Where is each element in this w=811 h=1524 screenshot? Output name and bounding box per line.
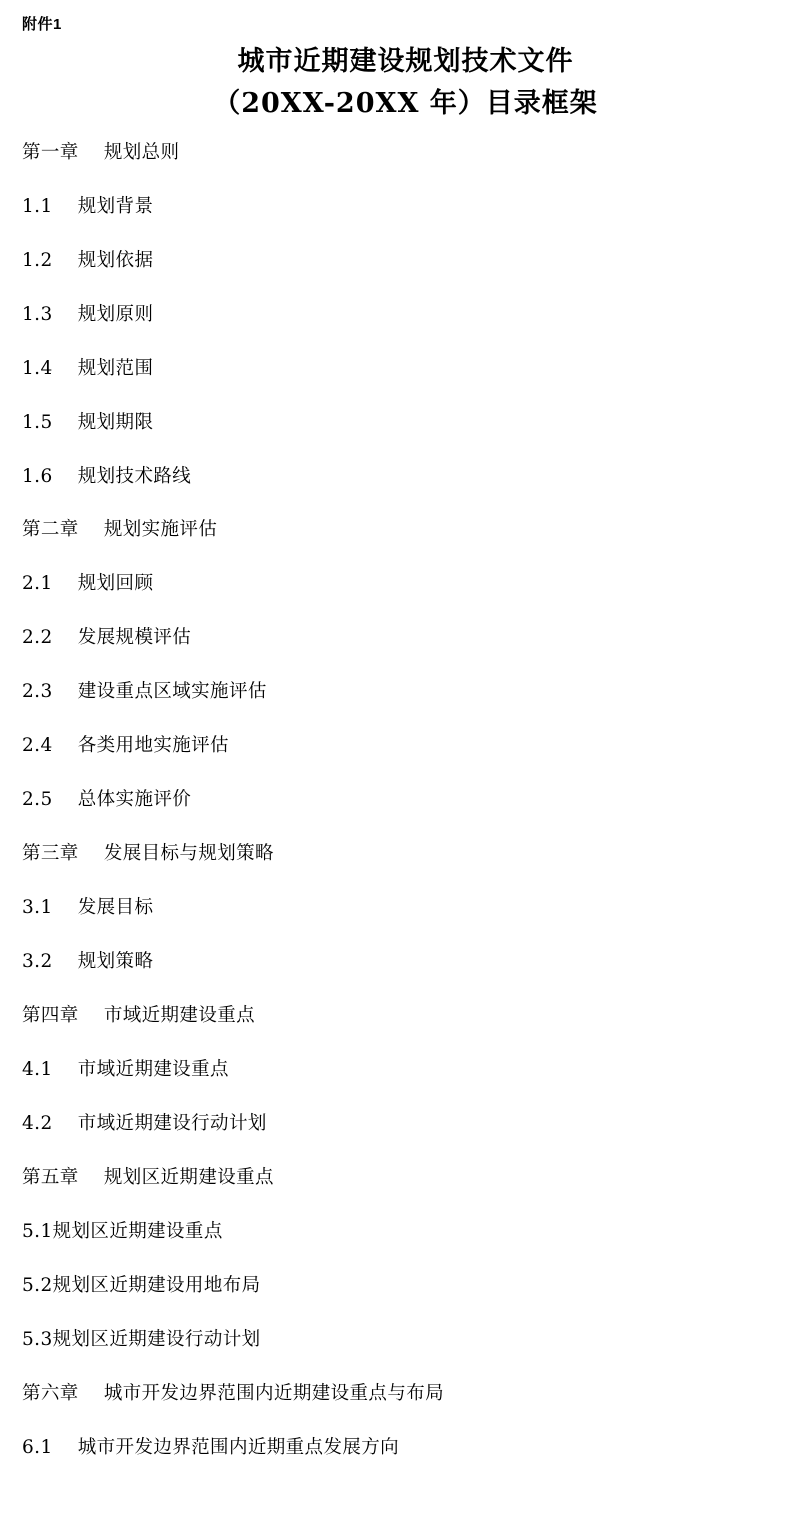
toc-entry: 1.5 规划期限 xyxy=(22,411,154,433)
toc-entry: 1.3 规划原则 xyxy=(22,303,154,325)
toc-entry: 2.4 各类用地实施评估 xyxy=(22,735,229,757)
toc-entry: 1.4 规划范围 xyxy=(22,357,154,379)
toc-entry: 3.2 规划策略 xyxy=(22,951,154,973)
page-title xyxy=(22,41,789,125)
title-line-1: 城市近期建设规划技术文件 xyxy=(237,46,574,77)
toc-entry: 第六章 城市开发边界范围内近期建设重点与布局 xyxy=(22,1382,445,1404)
toc-entry: 第二章 规划实施评估 xyxy=(22,519,218,541)
attachment-label: 附件1 xyxy=(22,16,62,33)
toc-entry: 5.3规划区近期建设行动计划 xyxy=(22,1329,261,1350)
table-of-contents xyxy=(22,141,789,1461)
toc-entry: 1.1 规划背景 xyxy=(22,195,154,217)
toc-entry: 1.2 规划依据 xyxy=(22,249,154,271)
toc-entry: 第四章 市域近期建设重点 xyxy=(22,1005,256,1027)
toc-entry: 5.2规划区近期建设用地布局 xyxy=(22,1275,261,1297)
toc-entry: 1.6 规划技术路线 xyxy=(22,465,192,487)
toc-entry: 2.2 发展规模评估 xyxy=(22,627,192,649)
title-line-2: （20XX-20XX 年）目录框架 xyxy=(213,87,598,119)
toc-entry: 2.1 规划回顾 xyxy=(22,573,154,595)
toc-entry: 3.1 发展目标 xyxy=(22,897,154,919)
toc-entry: 4.1 市域近期建设重点 xyxy=(22,1059,229,1081)
toc-entry: 第三章 发展目标与规划策略 xyxy=(22,843,274,865)
toc-entry: 第一章 规划总则 xyxy=(22,141,180,163)
toc-entry: 4.2 市域近期建设行动计划 xyxy=(22,1113,267,1135)
toc-entry: 2.5 总体实施评价 xyxy=(22,789,192,811)
toc-entry: 6.1 城市开发边界范围内近期重点发展方向 xyxy=(22,1436,400,1458)
toc-entry: 5.1规划区近期建设重点 xyxy=(22,1221,223,1243)
toc-entry: 第五章 规划区近期建设重点 xyxy=(22,1167,274,1189)
toc-entry: 2.3 建设重点区域实施评估 xyxy=(22,681,267,703)
